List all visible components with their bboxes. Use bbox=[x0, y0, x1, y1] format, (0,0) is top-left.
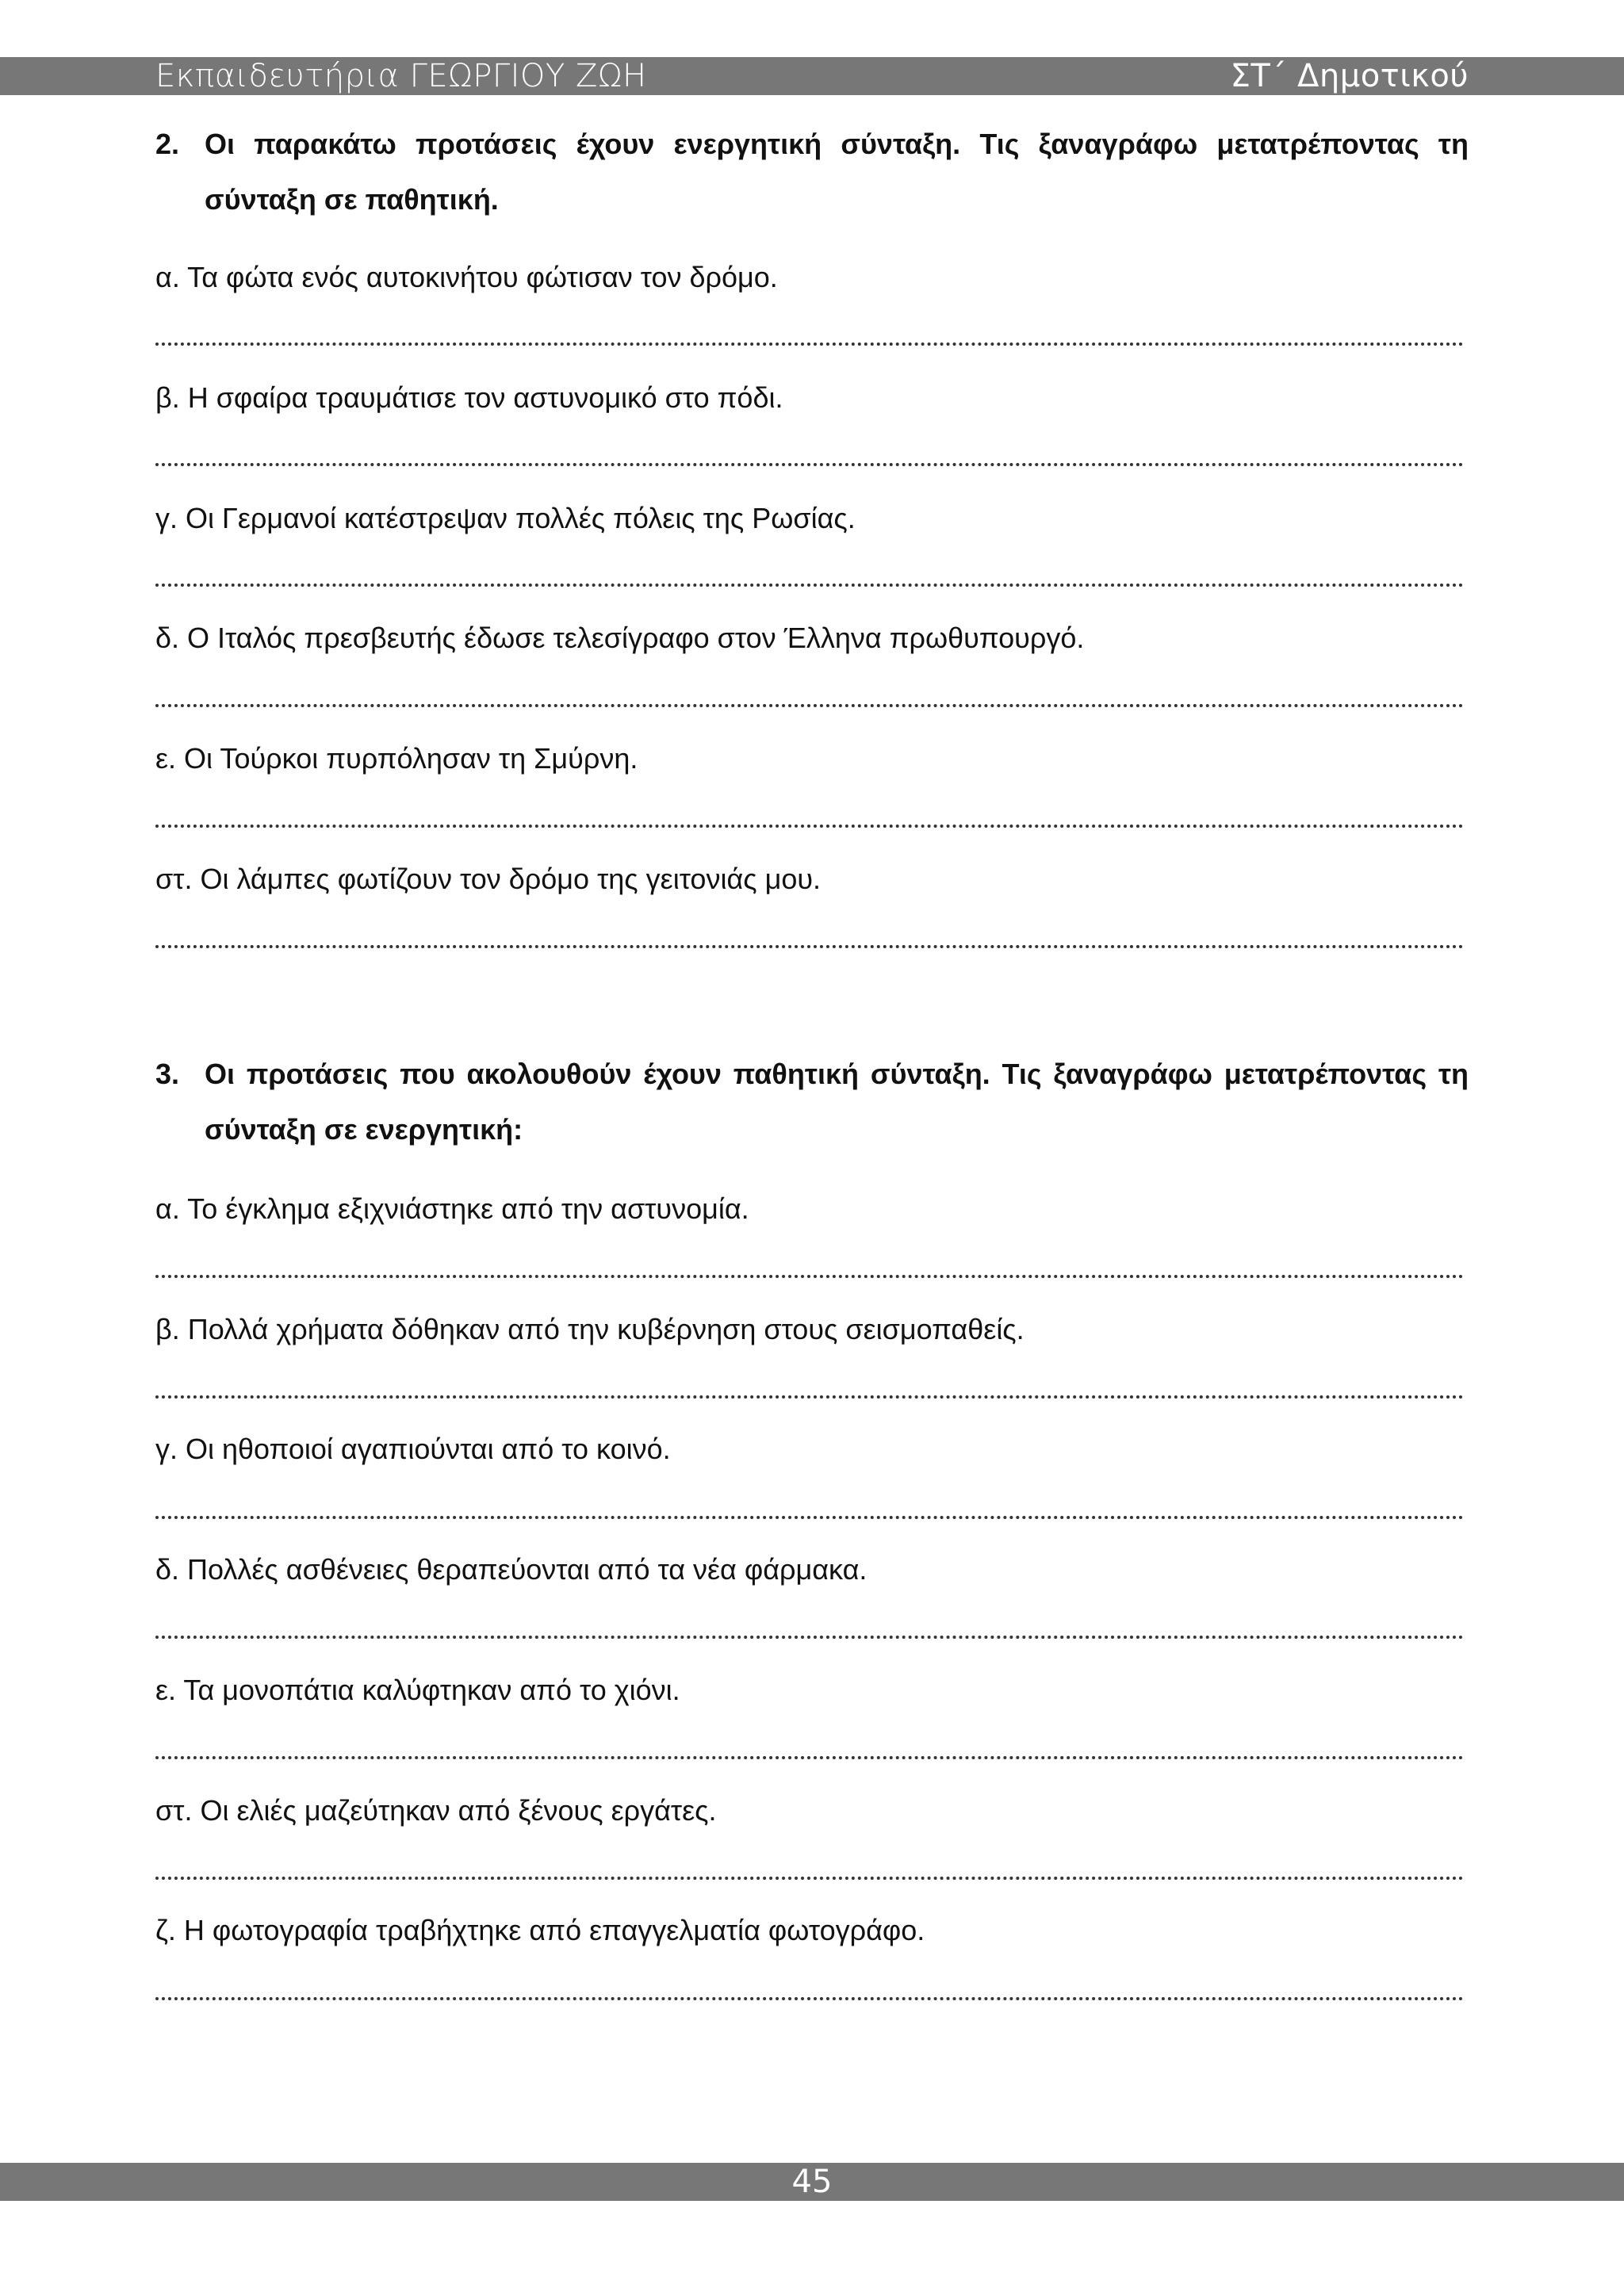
sentence-item: β. Η σφαίρα τραυμάτισε τον αστυνομικό στο πόδι. bbox=[155, 381, 783, 414]
question-3-title bbox=[155, 1047, 1469, 1158]
sentence-item: β. Πολλά χρήματα δόθηκαν από την κυβέρνηση στους σεισμοπαθείς. bbox=[155, 1313, 1025, 1345]
answer-line[interactable] bbox=[155, 342, 1464, 346]
sentence-item: ε. Οι Τούρκοι πυρπόλησαν τη Σμύρνη. bbox=[155, 742, 638, 775]
sentence-item: α. Τα φώτα ενός αυτοκινήτου φώτισαν τον δρόμο. bbox=[155, 261, 778, 293]
sentence-item: ζ. Η φωτογραφία τραβήχτηκε από επαγγελματία φωτογράφο. bbox=[155, 1914, 925, 1946]
sentence-item: γ. Οι ηθοποιοί αγαπιούνται από το κοινό. bbox=[155, 1433, 671, 1465]
question-number: 2. bbox=[155, 128, 180, 160]
answer-line[interactable] bbox=[155, 1275, 1464, 1278]
sentence-item: γ. Οι Γερμανοί κατέστρεψαν πολλές πόλεις της Ρωσίας. bbox=[155, 502, 856, 534]
question-2-title bbox=[155, 117, 1469, 228]
sentence-item: δ. Πολλές ασθένειες θεραπεύονται από τα νέα φάρμακα. bbox=[155, 1553, 868, 1586]
answer-line[interactable] bbox=[155, 1516, 1464, 1519]
page-number: 45 bbox=[791, 2164, 833, 2200]
answer-line[interactable] bbox=[155, 1877, 1464, 1880]
sentence-item: δ. Ο Ιταλός πρεσβευτής έδωσε τελεσίγραφο στον Έλληνα πρωθυπουργό. bbox=[155, 622, 1085, 654]
answer-line[interactable] bbox=[155, 704, 1464, 707]
answer-line[interactable] bbox=[155, 1997, 1464, 2000]
answer-line[interactable] bbox=[155, 584, 1464, 587]
answer-line[interactable] bbox=[155, 463, 1464, 466]
header-school-name: Εκπαιδευτήρια ΓΕΩΡΓΙΟΥ ΖΩΗ bbox=[155, 58, 647, 94]
answer-line[interactable] bbox=[155, 945, 1464, 948]
answer-line[interactable] bbox=[155, 825, 1464, 828]
sentence-item: ε. Τα μονοπάτια καλύφτηκαν από το χιόνι. bbox=[155, 1674, 680, 1706]
sentence-item: α. Το έγκλημα εξιχνιάστηκε από την αστυνομία. bbox=[155, 1192, 749, 1225]
sentence-item: στ. Οι ελιές μαζεύτηκαν από ξένους εργάτες. bbox=[155, 1794, 717, 1827]
question-text: Οι παρακάτω προτάσεις έχουν ενεργητική σύνταξη. Τις ξαναγράφω μετατρέποντας τη σύνταξη σε παθητική. bbox=[205, 128, 1469, 216]
header-grade: ΣΤ΄ Δημοτικού bbox=[1230, 58, 1469, 94]
answer-line[interactable] bbox=[155, 1756, 1464, 1759]
question-number: 3. bbox=[155, 1058, 180, 1090]
answer-line[interactable] bbox=[155, 1395, 1464, 1399]
question-text: Οι προτάσεις που ακολουθούν έχουν παθητική σύνταξη. Τις ξαναγράφω μετατρέποντας τη σύνταξη σε ενεργητική: bbox=[205, 1058, 1469, 1146]
sentence-item: στ. Οι λάμπες φωτίζουν τον δρόμο της γειτονιάς μου. bbox=[155, 863, 822, 895]
answer-line[interactable] bbox=[155, 1636, 1464, 1639]
